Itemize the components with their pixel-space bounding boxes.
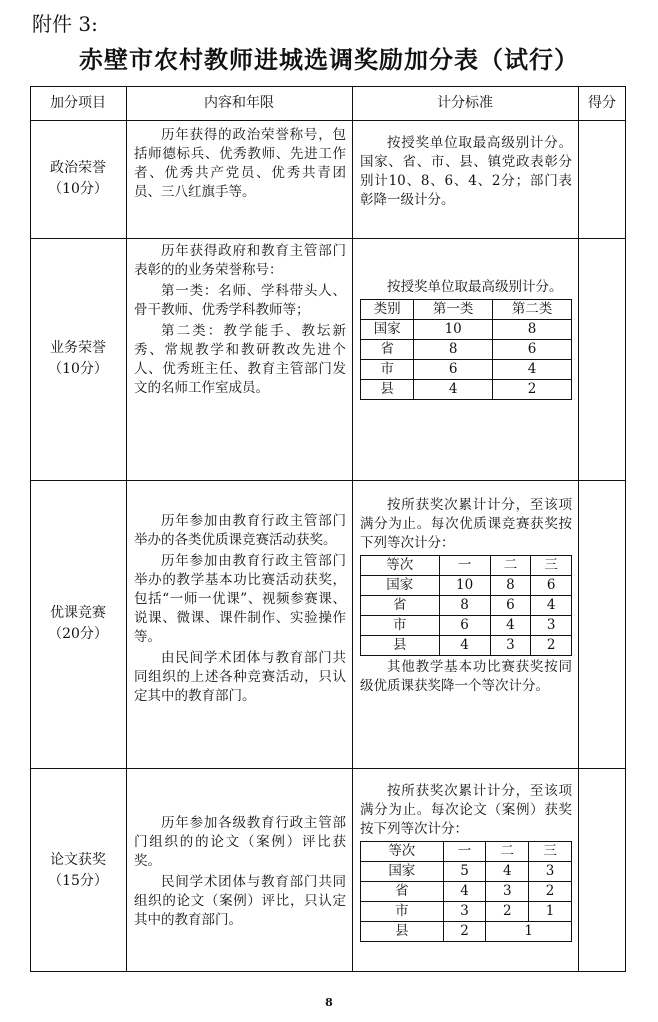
grid-cell: 省 bbox=[361, 882, 444, 902]
content-paragraph: 历年参加由教育行政主管部门举办的各类优质课竞赛活动获奖。 bbox=[134, 513, 346, 548]
grid-cell: 二 bbox=[490, 556, 531, 576]
header-item: 加分项目 bbox=[50, 95, 106, 111]
score-grid-professional-honor bbox=[360, 299, 572, 400]
grid-cell: 一 bbox=[439, 556, 490, 576]
grid-cell: 国家 bbox=[361, 320, 414, 340]
grid-cell: 5 bbox=[443, 862, 486, 882]
standard-lesson-competition bbox=[360, 496, 572, 696]
grid-cell: 2 bbox=[529, 882, 572, 902]
row-divider bbox=[30, 768, 626, 769]
score-grid-header-row bbox=[361, 556, 572, 576]
column-divider bbox=[126, 86, 127, 972]
grid-cell: 6 bbox=[414, 360, 493, 380]
score-grid-row bbox=[361, 902, 572, 922]
grid-cell: 市 bbox=[361, 360, 414, 380]
grid-cell: 2 bbox=[493, 380, 572, 400]
grid-cell: 2 bbox=[531, 636, 572, 656]
grid-cell: 3 bbox=[529, 862, 572, 882]
category-points: （10分） bbox=[48, 361, 108, 377]
content-political-honor bbox=[134, 126, 346, 204]
grid-cell: 10 bbox=[414, 320, 493, 340]
content-paragraph: 历年参加各级教育行政主管部门组织的的论文（案例）评比获奖。 bbox=[134, 815, 346, 869]
score-grid-row bbox=[361, 882, 572, 902]
content-paragraph: 由民间学术团体与教育部门共同组织的上述各种竞赛活动，只认定其中的教育部门。 bbox=[134, 650, 346, 704]
score-grid-row bbox=[361, 616, 572, 636]
grid-cell: 省 bbox=[361, 596, 440, 616]
grid-cell: 8 bbox=[490, 576, 531, 596]
grid-cell: 4 bbox=[486, 862, 529, 882]
grid-cell: 10 bbox=[439, 576, 490, 596]
grid-cell: 4 bbox=[493, 360, 572, 380]
grid-cell: 国家 bbox=[361, 862, 444, 882]
score-grid-lesson-competition bbox=[360, 555, 572, 656]
grid-cell: 4 bbox=[531, 596, 572, 616]
attachment-label: 附件 3: bbox=[32, 12, 98, 36]
category-name: 论文获奖 bbox=[50, 852, 106, 868]
standard-paragraph: 按所获奖次累计计分，至该项满分为止。每次论文（案例）获奖按下列等次计分： bbox=[360, 783, 572, 837]
score-grid-row bbox=[361, 380, 572, 400]
grid-cell: 市 bbox=[361, 616, 440, 636]
category-name: 业务荣誉 bbox=[50, 340, 106, 356]
score-grid-header-row bbox=[361, 300, 572, 320]
grid-cell: 2 bbox=[486, 902, 529, 922]
grid-cell: 6 bbox=[490, 596, 531, 616]
grid-cell: 省 bbox=[361, 340, 414, 360]
column-divider bbox=[352, 86, 353, 972]
page-title: 赤壁市农村教师进城选调奖励加分表（试行） bbox=[79, 45, 579, 74]
grid-cell: 4 bbox=[443, 882, 486, 902]
category-name: 政治荣誉 bbox=[50, 160, 106, 176]
score-grid-row bbox=[361, 636, 572, 656]
grid-cell: 4 bbox=[414, 380, 493, 400]
header-divider bbox=[30, 120, 626, 121]
standard-paragraph: 按所获奖次累计计分，至该项满分为止。每次优质课竞赛获奖按下列等次计分： bbox=[360, 497, 572, 551]
column-divider bbox=[578, 86, 579, 972]
grid-cell: 3 bbox=[443, 902, 486, 922]
grid-cell: 2 bbox=[443, 922, 486, 942]
content-professional-honor bbox=[134, 242, 346, 400]
grid-cell: 等次 bbox=[361, 556, 440, 576]
header-standard: 计分标准 bbox=[437, 95, 493, 111]
category-points: （10分） bbox=[48, 181, 108, 197]
grid-cell: 1 bbox=[529, 902, 572, 922]
grid-cell: 第二类 bbox=[493, 300, 572, 320]
grid-cell: 第一类 bbox=[414, 300, 493, 320]
category-paper-award bbox=[30, 850, 126, 892]
category-lesson-competition bbox=[30, 603, 126, 645]
grid-cell: 市 bbox=[361, 902, 444, 922]
standard-paragraph: 按授奖单位取最高级别计分。国家、省、市、县、镇党政表彰分别计10、8、6、4、2分；部门表彰降一级计分。 bbox=[360, 135, 572, 208]
category-points: （15分） bbox=[48, 873, 108, 889]
grid-cell: 3 bbox=[490, 636, 531, 656]
standard-paragraph: 按授奖单位取最高级别计分。 bbox=[387, 279, 563, 295]
standard-paper-award bbox=[360, 782, 572, 942]
grid-cell: 县 bbox=[361, 922, 444, 942]
standard-political-honor bbox=[360, 134, 572, 212]
page-number: 8 bbox=[325, 996, 333, 1009]
content-paragraph: 历年获得政府和教育主管部门表彰的的业务荣誉称号： bbox=[134, 243, 346, 278]
grid-cell: 等次 bbox=[361, 842, 444, 862]
grid-cell: 6 bbox=[493, 340, 572, 360]
grid-cell: 二 bbox=[486, 842, 529, 862]
grid-cell: 8 bbox=[414, 340, 493, 360]
content-lesson-competition bbox=[134, 512, 346, 708]
content-paper-award bbox=[134, 814, 346, 932]
grid-cell: 4 bbox=[439, 636, 490, 656]
content-paragraph: 第一类：名师、学科带头人、骨干教师、优秀学科教师等； bbox=[134, 283, 346, 318]
grid-cell: 类别 bbox=[361, 300, 414, 320]
standard-note: 其他教学基本功比赛获奖按同级优质课获奖降一个等次计分。 bbox=[360, 659, 572, 694]
standard-professional-honor bbox=[360, 278, 572, 400]
grid-cell: 6 bbox=[439, 616, 490, 636]
grid-cell: 国家 bbox=[361, 576, 440, 596]
content-paragraph: 历年参加由教育行政主管部门举办的教学基本功比赛活动获奖，包括“一师一优课”、视频参赛课、说课、微课、课件制作、实验操作等。 bbox=[134, 553, 346, 645]
score-grid-row bbox=[361, 360, 572, 380]
row-divider bbox=[30, 480, 626, 481]
score-grid-header-row bbox=[361, 842, 572, 862]
score-grid-paper-award bbox=[360, 841, 572, 942]
score-grid-row bbox=[361, 320, 572, 340]
score-grid-row bbox=[361, 576, 572, 596]
score-grid-row bbox=[361, 862, 572, 882]
header-content: 内容和年限 bbox=[204, 95, 274, 111]
grid-cell: 县 bbox=[361, 636, 440, 656]
score-grid-row bbox=[361, 340, 572, 360]
content-paragraph: 历年获得的政治荣誉称号，包括师德标兵、优秀教师、先进工作者、优秀共产党员、优秀共青团员、三八红旗手等。 bbox=[134, 127, 346, 200]
category-points: （20分） bbox=[48, 626, 108, 642]
grid-cell: 1 bbox=[486, 922, 572, 942]
score-grid-row bbox=[361, 922, 572, 942]
row-divider bbox=[30, 238, 626, 239]
category-name: 优课竞赛 bbox=[50, 605, 106, 621]
grid-cell: 6 bbox=[531, 576, 572, 596]
content-paragraph: 第二类：教学能手、教坛新秀、常规教学和教研教改先进个人、优秀班主任、教育主管部门发文的名师工作室成员。 bbox=[134, 323, 346, 396]
grid-cell: 8 bbox=[493, 320, 572, 340]
grid-cell: 县 bbox=[361, 380, 414, 400]
header-score: 得分 bbox=[588, 95, 616, 111]
grid-cell: 4 bbox=[490, 616, 531, 636]
grid-cell: 三 bbox=[529, 842, 572, 862]
grid-cell: 3 bbox=[531, 616, 572, 636]
category-professional-honor bbox=[30, 338, 126, 380]
grid-cell: 8 bbox=[439, 596, 490, 616]
content-paragraph: 民间学术团体与教育部门共同组织的论文（案例）评比，只认定其中的教育部门。 bbox=[134, 874, 346, 928]
score-grid-row bbox=[361, 596, 572, 616]
grid-cell: 三 bbox=[531, 556, 572, 576]
grid-cell: 一 bbox=[443, 842, 486, 862]
grid-cell: 3 bbox=[486, 882, 529, 902]
category-political-honor bbox=[30, 158, 126, 200]
